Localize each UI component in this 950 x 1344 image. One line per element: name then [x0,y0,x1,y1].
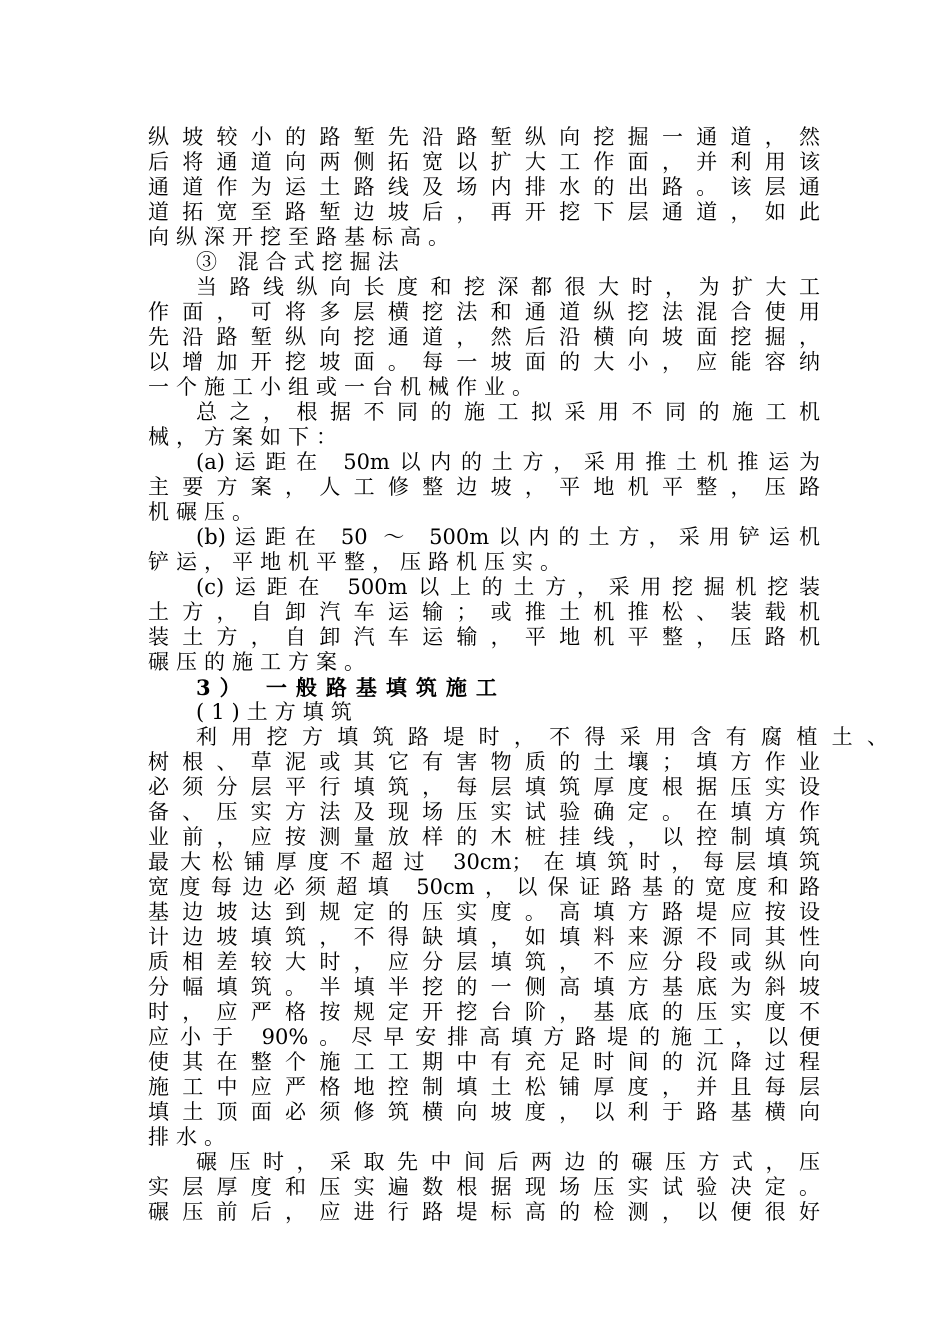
text-line: 必须分层平行填筑，每层填筑厚度根据压实设 [148,775,820,799]
text-line: 质相差较大时，应分层填筑，不应分段或纵向 [148,950,820,974]
subsection-heading: (1)土方填筑 [196,700,359,724]
text-line: 实层厚度和压实遍数根据现场压实试验决定。 [148,1175,820,1199]
text-line: 碾压前后，应进行路堤标高的检测，以便很好 [148,1200,820,1224]
text-line: 施工中应严格地控制填土松铺厚度，并且每层 [148,1075,820,1099]
list-item-c: (c)运距在 500m以上的土方，采用挖掘机挖装 [196,575,820,599]
text-line: 主要方案，人工修整边坡，平地机平整，压路 [148,475,820,499]
list-item-a: (a)运距在 50m以内的土方，采用推土机推运为 [196,450,820,474]
text-line: 道拓宽至路堑边坡后，再开挖下层通道，如此 [148,200,820,224]
text-line: 时，应严格按规定开挖台阶，基底的压实度不 [148,1000,820,1024]
text-line: 备、压实方法及现场压实试验确定。在填方作 [148,800,820,824]
text-line: 使其在整个施工工期中有充足时间的沉降过程 [148,1050,820,1074]
text-line: 当路线纵向长度和挖深都很大时，为扩大工 [196,275,820,299]
text-line: 应小于 90%。尽早安排高填方路堤的施工，以便 [148,1025,820,1049]
text-line: 纵坡较小的路堑先沿路堑纵向挖掘一通道，然 [148,125,820,149]
text-line: 装土方，自卸汽车运输，平地机平整，压路机 [148,625,820,649]
text-line: 业前，应按测量放样的木桩挂线，以控制填筑 [148,825,820,849]
text-line: 铲运，平地机平整，压路机压实。 [148,550,568,574]
text-line: 先沿路堑纵向挖通道，然后沿横向坡面挖掘， [148,325,820,349]
text-line: 械，方案如下： [148,425,344,449]
text-line: 计边坡填筑，不得缺填，如填料来源不同其性 [148,925,820,949]
text-line: 填土顶面必须修筑横向坡度，以利于路基横向 [148,1100,820,1124]
text-line: 最大松铺厚度不超过 30cm；在填筑时，每层填筑 [148,850,820,874]
text-line: 机碾压。 [148,500,260,524]
text-line: 宽度每边必须超填 50cm，以保证路基的宽度和路 [148,875,820,899]
text-line: 基边坡达到规定的压实度。高填方路堤应按设 [148,900,820,924]
text-line: 后将通道向两侧拓宽以扩大工作面，并利用该 [148,150,820,174]
text-line: 一个施工小组或一台机械作业。 [148,375,540,399]
text-line: 通道作为运土路线及场内排水的出路。该层通 [148,175,820,199]
text-line: 分幅填筑。半填半挖的一侧高填方基底为斜坡 [148,975,820,999]
text-line: 利用挖方填筑路堤时，不得采用含有腐植土、 [196,725,888,749]
subsection-heading: ③ 混合式挖掘法 [196,250,406,274]
text-line: 土方，自卸汽车运输；或推土机推松、装载机 [148,600,820,624]
text-line: 碾压的施工方案。 [148,650,372,674]
text-line: 总之，根据不同的施工拟采用不同的施工机 [196,400,820,424]
text-line: 树根、草泥或其它有害物质的土壤；填方作业 [148,750,820,774]
text-line: 以增加开挖坡面。每一坡面的大小，应能容纳 [148,350,820,374]
text-line: 碾压时，采取先中间后两边的碾压方式，压 [196,1150,820,1174]
text-line: 向纵深开挖至路基标高。 [148,225,456,249]
text-line: 作面，可将多层横挖法和通道纵挖法混合使用 [148,300,820,324]
list-item-b: (b)运距在 50 ～ 500m以内的土方，采用铲运机 [196,525,820,549]
section-heading: 3） 一般路基填筑施工 [196,675,506,700]
text-line: 排水。 [148,1125,232,1149]
